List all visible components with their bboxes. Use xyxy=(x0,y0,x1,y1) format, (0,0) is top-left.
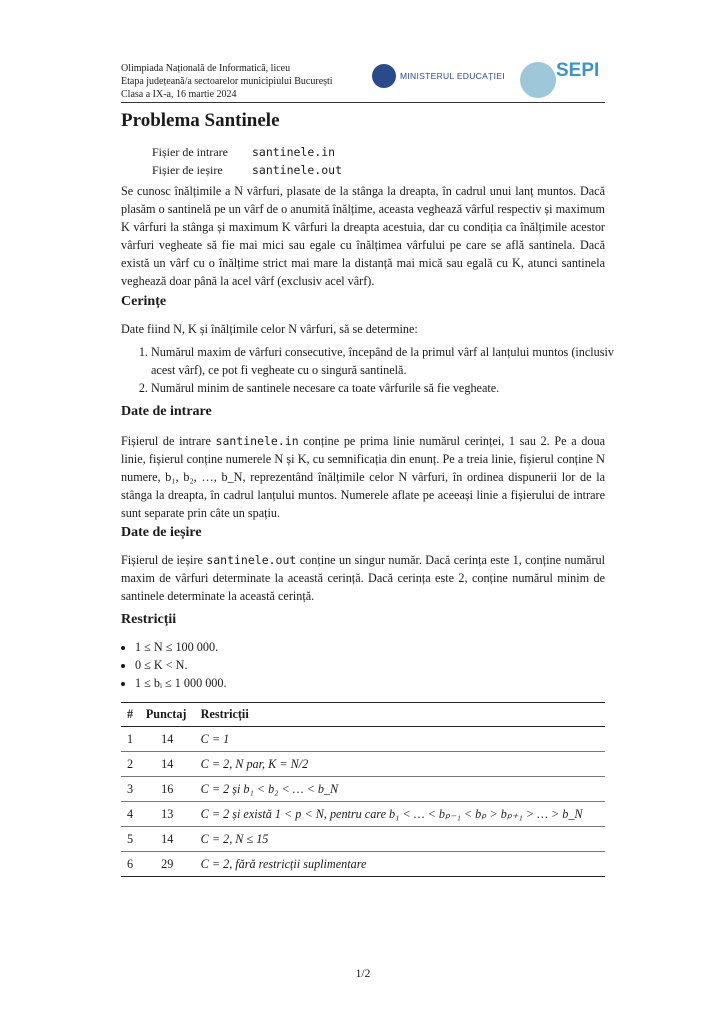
ministry-logo xyxy=(372,64,505,88)
subtask-number: 4 xyxy=(121,802,140,827)
column-header: Punctaj xyxy=(140,703,195,727)
subtask-points: 14 xyxy=(140,752,195,777)
input-heading: Date de intrare xyxy=(121,404,212,419)
requirement-item: 1. Numărul maxim de vârfuri consecutive, începând de la primul vârf al lanțului muntos (inclusiv acest vârf), ce pot fi vegheate cu o singură santinelă. xyxy=(151,343,635,379)
page-number: 1/2 xyxy=(355,968,371,980)
requirements-intro: Date fiind N, K și înălțimile celor N vârfuri, să se determine: xyxy=(121,322,418,336)
subtask-restriction: C = 1 xyxy=(195,727,605,752)
restriction-item: • 1 ≤ N ≤ 100 000. xyxy=(135,638,619,656)
output-text: conține un singur număr. Dacă cerința este 1, conține numărul maxim de vârfuri determinate la această cerință. Dacă cerința este 2, conține numărul minim de santinele determinate la această cerință. xyxy=(121,553,606,603)
ministry-logo-text: MINISTERUL EDUCAȚIEI xyxy=(400,71,505,81)
requirements-list xyxy=(121,343,635,397)
subtask-number: 2 xyxy=(121,752,140,777)
ministry-seal-icon xyxy=(372,64,396,88)
subtask-restriction: C = 2 și b₁ < b₂ < … < b_N xyxy=(195,777,605,802)
table-row xyxy=(121,727,605,752)
output-text: Fișierul de ieșire xyxy=(121,553,207,567)
restrictions-heading: Restricții xyxy=(121,612,177,627)
header-line: Etapa județeană/a sectoarelor municipiului București xyxy=(121,76,333,87)
header-divider xyxy=(121,102,605,103)
input-text: Fișierul de intrare xyxy=(121,434,216,448)
column-header: # xyxy=(121,703,140,727)
table-row xyxy=(121,752,605,777)
input-description xyxy=(121,432,605,522)
header-line: Clasa a IX-a, 16 martie 2024 xyxy=(121,89,237,100)
contest-header xyxy=(121,62,361,101)
subtask-points: 14 xyxy=(140,827,195,852)
column-header: Restricții xyxy=(195,703,605,727)
input-file-name: santinele.in xyxy=(251,145,336,159)
table-row xyxy=(121,802,605,827)
subtask-restriction: C = 2 și există 1 < p < N, pentru care b₁ < … < bₚ₋₁ < bₚ > bₚ₊₁ > … > b_N xyxy=(195,802,605,827)
input-file-label: Fișier de intrare xyxy=(152,145,228,159)
sepi-circle-icon xyxy=(520,62,556,98)
subtask-number: 6 xyxy=(121,852,140,877)
sepi-logo-text: SEPI xyxy=(556,60,600,81)
page-title: Problema Santinele xyxy=(121,110,280,131)
sepi-logo xyxy=(520,60,605,100)
input-text: conține pe prima linie numărul cerinței, 1 sau 2. Pe a doua linie, fișierul conține numerele N și K, cu semnificația din enunț. Pe a treia linie, fișierul conține N numere, b₁, b₂, …, b_N, reprezentând înălțimile celor N vârfuri, în ordinea dispunerii lor de la stânga la dreapta, în cadrul lanțului muntos. Numerele aflate pe aceeași linie a fișierului de intrare sunt separate prin câte un spațiu. xyxy=(121,434,605,520)
problem-statement: Se cunosc înălțimile a N vârfuri, plasate de la stânga la dreapta, în cadrul unui lanț muntos. Dacă plasăm o santinelă pe un vârf de o anumită înălțime, aceasta veghează vârful respectiv și maximum K vârfuri la stânga și maximum K vârfuri la dreapta acestuia, dar cu condiția ca înălțimile acestor vârfuri vegheate să fie mai mici sau egale cu înălțimea vârfului pe care se află santinela. Dacă există un vârf cu o înălțime strict mai mare la distanță mai mică sau egală cu K, atunci santinela veghează doar până la acel vârf (exclusiv acel vârf). xyxy=(121,184,605,288)
table-row xyxy=(121,827,605,852)
output-heading: Date de ieșire xyxy=(121,525,202,540)
subtask-points: 14 xyxy=(140,727,195,752)
output-file-label: Fișier de ieșire xyxy=(152,163,223,177)
table-row xyxy=(121,852,605,877)
subtask-number: 3 xyxy=(121,777,140,802)
output-file-ref: santinele.out xyxy=(206,553,297,567)
subtask-points: 29 xyxy=(140,852,195,877)
subtask-points: 16 xyxy=(140,777,195,802)
subtask-points: 13 xyxy=(140,802,195,827)
requirement-item: 2. Numărul minim de santinele necesare ca toate vârfurile să fie vegheate. xyxy=(151,379,635,397)
header-line: Olimpiada Națională de Informatică, liceu xyxy=(121,63,291,74)
subtask-number: 5 xyxy=(121,827,140,852)
subtasks-table xyxy=(121,702,605,877)
output-file-name: santinele.out xyxy=(251,163,342,177)
table-header-row xyxy=(121,703,605,727)
subtask-restriction: C = 2, N ≤ 15 xyxy=(195,827,605,852)
output-description xyxy=(121,551,605,605)
restrictions-list xyxy=(121,638,619,692)
requirements-heading: Cerințe xyxy=(121,294,167,309)
input-file-ref: santinele.in xyxy=(215,434,299,448)
restriction-item: • 1 ≤ bᵢ ≤ 1 000 000. xyxy=(135,674,619,692)
file-table xyxy=(150,142,366,180)
table-row xyxy=(121,777,605,802)
subtask-number: 1 xyxy=(121,727,140,752)
subtask-restriction: C = 2, N par, K = N/2 xyxy=(195,752,605,777)
subtask-restriction: C = 2, fără restricții suplimentare xyxy=(195,852,605,877)
restriction-item: • 0 ≤ K < N. xyxy=(135,656,619,674)
